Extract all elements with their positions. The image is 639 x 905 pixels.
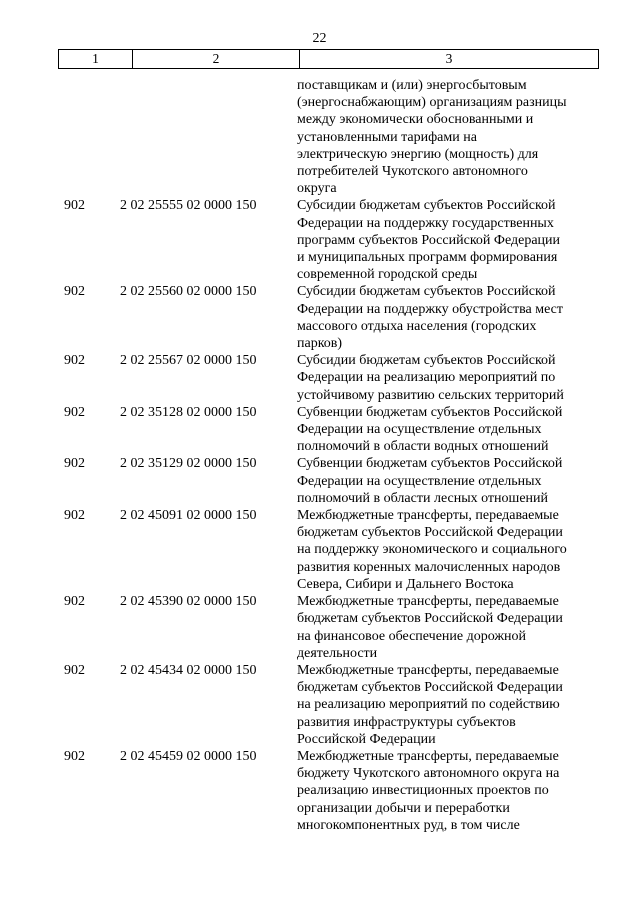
description-cell: [290, 507, 597, 593]
table-row: [58, 77, 599, 197]
admin-code-cell: 902: [64, 748, 85, 764]
description-line: бюджетам субъектов Российской Федерации: [297, 525, 563, 541]
table-row: [58, 593, 599, 662]
description-line: Федерации на осуществление отдельных: [297, 473, 542, 489]
description-line: установленными тарифами на: [297, 129, 477, 145]
revenue-code-cell: 2 02 25560 02 0000 150: [120, 284, 257, 300]
description-line: Межбюджетные трансферты, передаваемые: [297, 748, 559, 764]
table-row: [58, 507, 599, 593]
table-body: [58, 77, 599, 834]
table-header: [58, 49, 599, 69]
description-line: организации добычи и переработки: [297, 800, 510, 816]
description-cell: [290, 283, 597, 352]
table-row: [58, 662, 599, 748]
description-line: Межбюджетные трансферты, передаваемые: [297, 662, 559, 678]
description-line: и муниципальных программ формирования: [297, 250, 558, 266]
admin-code-cell: 902: [64, 594, 85, 610]
description-line: Федерации на реализацию мероприятий по: [297, 370, 556, 386]
description-line: многокомпонентных руд, в том числе: [297, 817, 520, 833]
description-line: поставщикам и (или) энергосбытовым: [297, 78, 527, 93]
description-line: Севера, Сибири и Дальнего Востока: [297, 576, 514, 592]
description-line: потребителей Чукотского автономного: [297, 164, 528, 180]
description-cell: [290, 593, 597, 662]
revenue-code-cell: 2 02 35128 02 0000 150: [120, 404, 257, 420]
description-cell: [290, 662, 597, 748]
description-line: полномочий в области водных отношений: [297, 439, 549, 455]
description-line: Межбюджетные трансферты, передаваемые: [297, 594, 559, 610]
revenue-code-cell: 2 02 45434 02 0000 150: [120, 662, 257, 678]
table-row: [58, 455, 599, 507]
table-row: [58, 404, 599, 456]
description-line: реализацию инвестиционных проектов по: [297, 783, 549, 799]
admin-code-cell: 902: [64, 508, 85, 524]
description-line: Субсидии бюджетам субъектов Российской: [297, 198, 556, 214]
table-row: [58, 197, 599, 283]
description-line: бюджетам субъектов Российской Федерации: [297, 611, 563, 627]
admin-code-cell: 902: [64, 198, 85, 214]
table-row: [58, 352, 599, 404]
description-line: Федерации на осуществление отдельных: [297, 422, 542, 438]
admin-code-cell: 902: [64, 662, 85, 678]
revenue-code-cell: 2 02 45390 02 0000 150: [120, 594, 257, 610]
description-line: электрическую энергию (мощность) для: [297, 146, 539, 162]
admin-code-cell: 902: [64, 284, 85, 300]
revenue-code-cell: 2 02 25567 02 0000 150: [120, 353, 257, 369]
revenue-code-cell: 2 02 45091 02 0000 150: [120, 508, 257, 524]
header-cell-1: 1: [92, 51, 99, 66]
description-line: программ субъектов Российской Федерации: [297, 232, 561, 248]
description-line: Субсидии бюджетам субъектов Российской: [297, 284, 556, 300]
description-line: бюджетам субъектов Российской Федерации: [297, 680, 563, 696]
description-line: на реализацию мероприятий по содействию: [297, 697, 560, 713]
description-line: (энергоснабжающим) организациям разницы: [297, 95, 567, 111]
description-line: бюджету Чукотского автономного округа на: [297, 766, 560, 782]
header-cell-3: 3: [299, 50, 598, 68]
description-cell: [290, 404, 597, 456]
description-line: между экономически обоснованными и: [297, 112, 534, 128]
admin-code-cell: 902: [64, 456, 85, 472]
description-line: округа: [297, 181, 337, 197]
description-line: Субсидии бюджетам субъектов Российской: [297, 353, 556, 369]
description-line: на поддержку экономического и социального: [297, 542, 567, 558]
page-number: 22: [312, 31, 327, 46]
header-cell-2: 2: [132, 50, 299, 68]
table-row: [58, 283, 599, 352]
description-line: парков): [297, 336, 343, 352]
description-line: массового отдыха населения (городских: [297, 318, 537, 334]
revenue-code-cell: 2 02 25555 02 0000 150: [120, 198, 257, 214]
description-line: деятельности: [297, 645, 378, 661]
description-cell: [290, 455, 597, 507]
description-line: развития инфраструктуры субъектов: [297, 714, 516, 730]
table-row: [58, 748, 599, 834]
admin-code-cell: 902: [64, 404, 85, 420]
description-line: Федерации на поддержку обустройства мест: [297, 301, 563, 317]
description-line: Субвенции бюджетам субъектов Российской: [297, 456, 563, 472]
revenue-code-cell: 2 02 45459 02 0000 150: [120, 748, 257, 764]
admin-code-cell: 902: [64, 353, 85, 369]
description-line: Федерации на поддержку государственных: [297, 215, 554, 231]
description-line: полномочий в области лесных отношений: [297, 490, 549, 506]
description-line: развития коренных малочисленных народов: [297, 559, 561, 575]
description-line: Субвенции бюджетам субъектов Российской: [297, 404, 563, 420]
description-line: Российской Федерации: [297, 731, 436, 747]
description-line: на финансовое обеспечение дорожной: [297, 628, 527, 644]
description-cell: [290, 197, 597, 283]
description-line: устойчивому развитию сельских территорий: [297, 387, 564, 403]
description-cell: [290, 352, 597, 404]
description-cell: [290, 748, 597, 834]
description-line: современной городской среды: [297, 267, 478, 283]
description-cell: [290, 77, 597, 197]
revenue-code-cell: 2 02 35129 02 0000 150: [120, 456, 257, 472]
description-line: Межбюджетные трансферты, передаваемые: [297, 508, 559, 524]
